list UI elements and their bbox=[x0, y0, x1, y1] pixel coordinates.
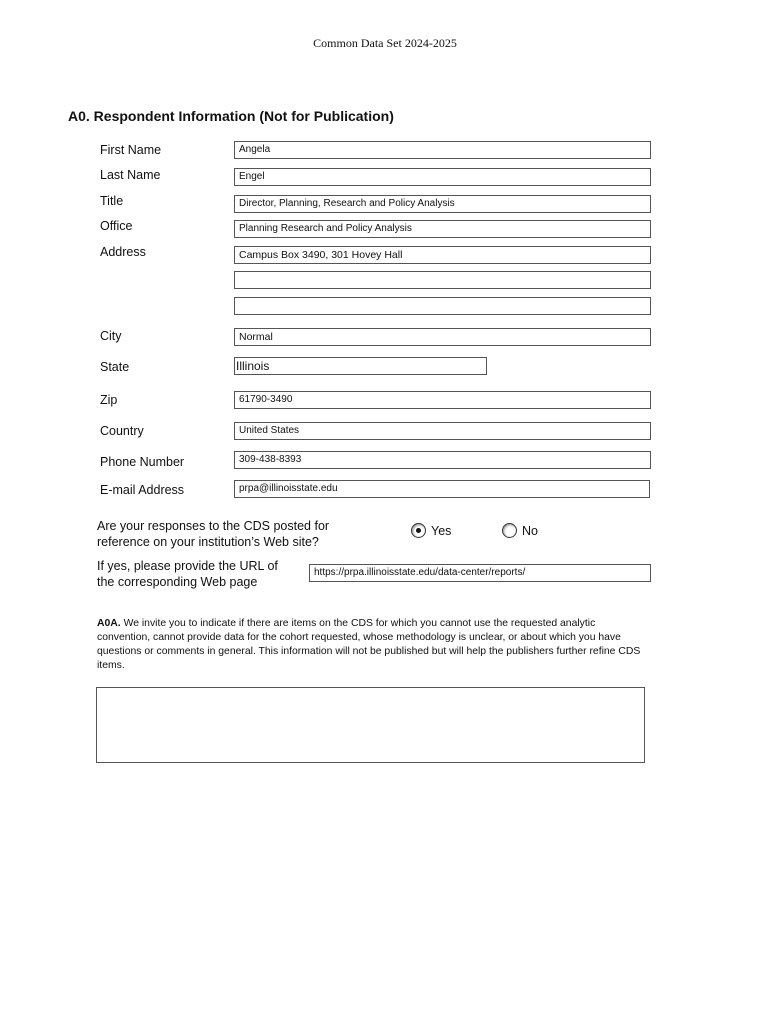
first-name-label: First Name bbox=[100, 143, 162, 157]
posted-yes-label: Yes bbox=[431, 523, 452, 538]
section-title: A0. Respondent Information (Not for Publication) bbox=[68, 108, 394, 124]
address-label: Address bbox=[100, 245, 146, 259]
a0a-text: We invite you to indicate if there are items on the CDS for which you cannot use the requested analytic convention, cannot provide data for the cohort requested, whose methodology is unclear, or about which you have questions or comments in general. This information will not be published but will help the publishers further refine CDS items. bbox=[97, 618, 641, 671]
url-question-line2: the corresponding Web page bbox=[97, 575, 258, 589]
office-field[interactable]: Planning Research and Policy Analysis bbox=[234, 220, 651, 238]
email-field[interactable]: prpa@illinoisstate.edu bbox=[234, 480, 650, 498]
phone-label: Phone Number bbox=[100, 455, 185, 469]
document-header: Common Data Set 2024-2025 bbox=[313, 36, 457, 50]
radio-unchecked-icon[interactable] bbox=[502, 523, 517, 538]
posted-question bbox=[97, 518, 329, 550]
radio-checked-icon[interactable] bbox=[411, 523, 426, 538]
last-name-label: Last Name bbox=[100, 168, 161, 182]
posted-question-line1: Are your responses to the CDS posted for bbox=[97, 519, 330, 533]
zip-field[interactable]: 61790-3490 bbox=[234, 391, 651, 409]
posted-question-line2: reference on your institution’s Web site? bbox=[97, 535, 319, 549]
a0a-instructions bbox=[97, 617, 642, 673]
a0a-lead: A0A. bbox=[97, 618, 121, 629]
title-field[interactable]: Director, Planning, Research and Policy Analysis bbox=[234, 195, 651, 213]
zip-label: Zip bbox=[100, 393, 118, 407]
posted-no-label: No bbox=[522, 523, 538, 538]
posted-no-option[interactable] bbox=[502, 523, 538, 538]
email-label: E-mail Address bbox=[100, 483, 185, 497]
country-label: Country bbox=[100, 424, 144, 438]
city-field[interactable]: Normal bbox=[234, 328, 651, 346]
office-label: Office bbox=[100, 219, 133, 233]
state-field[interactable]: Illinois bbox=[234, 357, 487, 375]
phone-field[interactable]: 309-438-8393 bbox=[234, 451, 651, 469]
url-question bbox=[97, 558, 278, 590]
url-question-line1: If yes, please provide the URL of bbox=[97, 559, 278, 573]
a0a-comments-field[interactable] bbox=[96, 687, 645, 763]
address-line3-field[interactable] bbox=[234, 297, 651, 315]
title-label: Title bbox=[100, 194, 124, 208]
url-field[interactable]: https://prpa.illinoisstate.edu/data-center/reports/ bbox=[309, 564, 651, 582]
posted-yes-option[interactable] bbox=[411, 523, 451, 538]
last-name-field[interactable]: Engel bbox=[234, 168, 651, 186]
city-label: City bbox=[100, 329, 122, 343]
first-name-field[interactable]: Angela bbox=[234, 141, 651, 159]
state-label: State bbox=[100, 360, 130, 374]
address-line1-field[interactable]: Campus Box 3490, 301 Hovey Hall bbox=[234, 246, 651, 264]
address-line2-field[interactable] bbox=[234, 271, 651, 289]
country-field[interactable]: United States bbox=[234, 422, 651, 440]
